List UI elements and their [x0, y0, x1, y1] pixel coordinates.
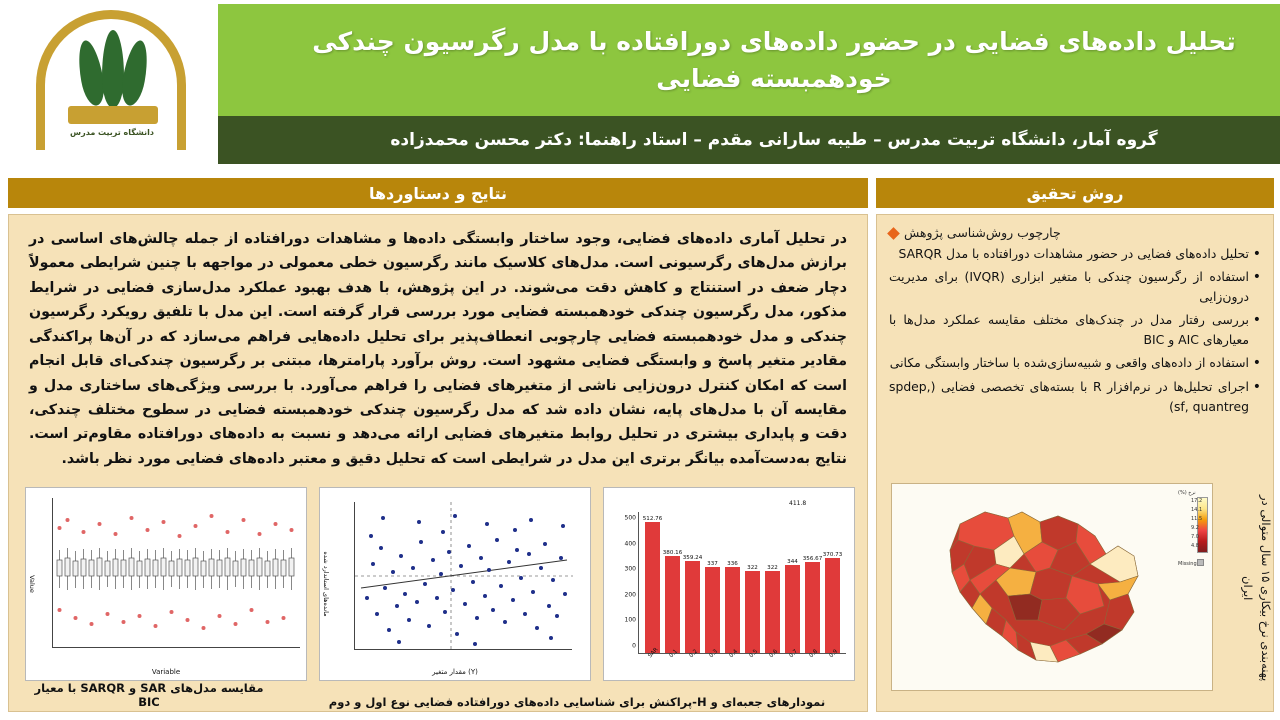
method-bullet-list [889, 244, 1261, 417]
y-axis-tick: 500 [624, 514, 636, 522]
bar-column [802, 555, 823, 660]
method-panel [876, 214, 1274, 712]
map-legend-ticks [1191, 497, 1202, 551]
map-side-caption-label: پهنه‌بندی نرخ بیکاری ۱۵ سال متوالی در ایران [1241, 494, 1273, 682]
map-legend-tick: 4.8 [1191, 543, 1199, 549]
bar-column [642, 515, 663, 660]
boxplot-plot-area [52, 498, 300, 648]
section-header-method-label: روش تحقیق [1026, 183, 1124, 203]
bar-chart-plot-area [624, 500, 846, 660]
map-legend-missing-label: Missing [1178, 561, 1197, 567]
bar-column [662, 549, 683, 660]
bar-category-label: 0.7 [788, 648, 799, 660]
bar-value-label: 512.76 [642, 515, 663, 522]
bar-category-label: 0.1 [668, 648, 679, 660]
y-axis-tick: 300 [624, 565, 636, 573]
y-axis-tick: 100 [624, 616, 636, 624]
scatter-svg [355, 502, 573, 650]
list-item: • اجرای تحلیل‌ها در نرم‌افزار R با بسته‌های تخصصی فضایی (spdep, sf, quantreg) [889, 377, 1261, 417]
map-legend-tick: 14.1 [1191, 507, 1203, 513]
authors-affiliation: گروه آمار، دانشگاه تربیت مدرس – طیبه سارانی مقدم – استاد راهنما: دکتر محسن محمدزاده [390, 130, 1158, 150]
bar-column [785, 558, 800, 660]
bar-category-label: 0.5 [748, 648, 759, 660]
map-legend-tick: 7.0 [1191, 534, 1199, 540]
poster-authors-band [218, 116, 1280, 164]
bar-value-label: 370.73 [822, 551, 843, 558]
boxplot-y-axis-label: Value [28, 575, 36, 593]
bar-value-label: 336 [727, 560, 738, 567]
bar-category-label: 0.3 [708, 648, 719, 660]
logo-art [28, 6, 198, 162]
list-item: • استفاده از رگرسیون چندکی با متغیر ابزاری (IVQR) برای مدیریت درون‌زایی [889, 267, 1261, 307]
bar-value-label: 359.24 [682, 554, 703, 561]
results-panel [8, 214, 868, 712]
figure-residual-scatter [319, 487, 591, 681]
university-logo [0, 0, 222, 168]
y-axis-tick: 200 [624, 591, 636, 599]
diamond-bullet-icon [887, 227, 900, 240]
bar-column [745, 564, 760, 660]
bar-value-label: 337 [707, 560, 718, 567]
map-legend-tick: 17.2 [1191, 498, 1203, 504]
map-legend-tick: 9.2 [1191, 525, 1199, 531]
boxplot-x-axis-label: Variable [151, 668, 181, 676]
figure-boxplots [25, 487, 307, 681]
map-legend-title: نرخ (%) [1178, 490, 1196, 496]
section-header-method [876, 178, 1274, 208]
y-axis-tick: 0 [632, 642, 636, 650]
poster-header [0, 0, 1280, 168]
logo-caption: دانشگاه تربیت مدرس [70, 128, 154, 137]
list-item: • استفاده از داده‌های واقعی و شبیه‌سازی‌شده با ساختار وابستگی مکانی [889, 353, 1261, 373]
map-legend-missing [1178, 559, 1206, 567]
bar-column [705, 560, 720, 660]
bar-category-label: 0.2 [688, 648, 699, 660]
section-header-results [8, 178, 868, 208]
scatter-plot-area [354, 502, 572, 650]
map-legend [1178, 490, 1208, 567]
map-legend-tick: 11.5 [1191, 516, 1203, 522]
logo-book-icon [68, 106, 158, 124]
bar-category-label: 0.9 [828, 648, 839, 660]
figure-captions-row [23, 681, 855, 709]
bar-category-label: SAR [646, 646, 660, 660]
page-title: تحلیل داده‌های فضایی در حضور داده‌های دورافتاده با مدل رگرسیون چندکی خودهمبسته فضایی [312, 26, 1236, 93]
figure-caption: نمودارهای جعبه‌ای و H-پراکنش برای شناسایی داده‌های دورافتاده فضایی نوع اول و دوم [328, 695, 826, 709]
method-heading [889, 225, 1261, 240]
map-svg [891, 484, 1212, 691]
bar-category-label: 0.8 [808, 648, 819, 660]
scatter-y-axis-label: مانده‌های استاندارد شده [322, 551, 330, 617]
iran-unemployment-map [891, 483, 1213, 691]
bar-value-label: 322 [767, 564, 778, 571]
bar-category-label: 0.4 [728, 648, 739, 660]
missing-swatch-icon [1197, 559, 1204, 566]
y-axis-tick: 400 [624, 540, 636, 547]
list-item: • تحلیل داده‌های فضایی در حضور مشاهدات دورافتاده با مدل SARQR [889, 244, 1261, 264]
map-side-caption [1241, 485, 1271, 691]
bar-value-label: 380.16 [662, 549, 683, 556]
boxplot-svg [53, 498, 301, 648]
bar-value-label: 356.67 [802, 555, 823, 562]
figure-bic-barchart [603, 487, 855, 681]
bar-column [682, 554, 703, 660]
bar-column [822, 551, 843, 660]
list-item: • بررسی رفتار مدل در چندک‌های مختلف مقایسه عملکرد مدل‌ها با معیارهای AIC و BIC [889, 310, 1261, 350]
bar-category-label: 0.6 [768, 648, 779, 660]
bar-column [765, 564, 780, 660]
bar-value-label: 322 [747, 564, 758, 571]
results-body-text: در تحلیل آماری داده‌های فضایی، وجود ساختار وابستگی داده‌ها و مشاهدات دورافتاده از جمله چالش‌های اساسی در برازش مدل‌های رگرسیونی است. مدل‌های کلاسیک مانند رگرسیون خطی معمولی در مواجهه با چنین شرایطی معمولاً دچار ضعف در استنتاج و کاهش دقت می‌شوند. در این پژوهش، با هدف بهبود عملکرد مدل‌سازی فضایی در شرایط مذکور، مدل رگرسیون چندکی خودهمبسته فضایی مورد بررسی قرار گرفته است. این مدل با تلفیق رویکرد رگرسیون چندکی و مدل خودهمبسته فضایی چارچوبی انعطاف‌پذیر برای تحلیل داده‌هایی فراهم می‌سازد که در آن‌ها پراکندگی مقادیر متغیر پاسخ و وابستگی فضایی مشهود است. روش برآورد پارامترها، مبتنی بر رگرسیون چندکی‌ای قابل انجام است که امکان کنترل درون‌زایی ناشی از متغیرهای فضایی را فراهم می‌آورد. با بررسی ویژگی‌های ساختاری مدل و مقایسه آن با مدل‌های پایه، نشان داده شد که مدل رگرسیون چندکی خودهمبسته فضایی در سطوح مختلف چندکی، دقت و پایداری بیشتری در تحلیل روابط متغیرهای فضایی ارائه می‌دهد و نسبت به داده‌های دورافتاده مقاوم‌تر است. نتایج به‌دست‌آمده بیانگر برتری این مدل در شرایطی است که تحلیل دقیق و معتبر داده‌های فضایی مورد نظر باشد. [29, 231, 847, 467]
bar-value-label: 344 [787, 558, 798, 565]
results-figures-row [23, 487, 855, 705]
bar-extra-value-label: 411.8 [789, 500, 807, 507]
figure-caption: مقایسه مدل‌های SAR و SARQR با معیار BIC [34, 681, 264, 709]
scatter-x-axis-label: (Y) مقدار متغیر [432, 668, 478, 676]
method-heading-label: چارچوب روش‌شناسی پژوهش [904, 225, 1061, 240]
section-header-results-label: نتایج و دستاوردها [368, 183, 508, 203]
bar-column [725, 560, 740, 660]
poster-title-band [218, 4, 1280, 116]
